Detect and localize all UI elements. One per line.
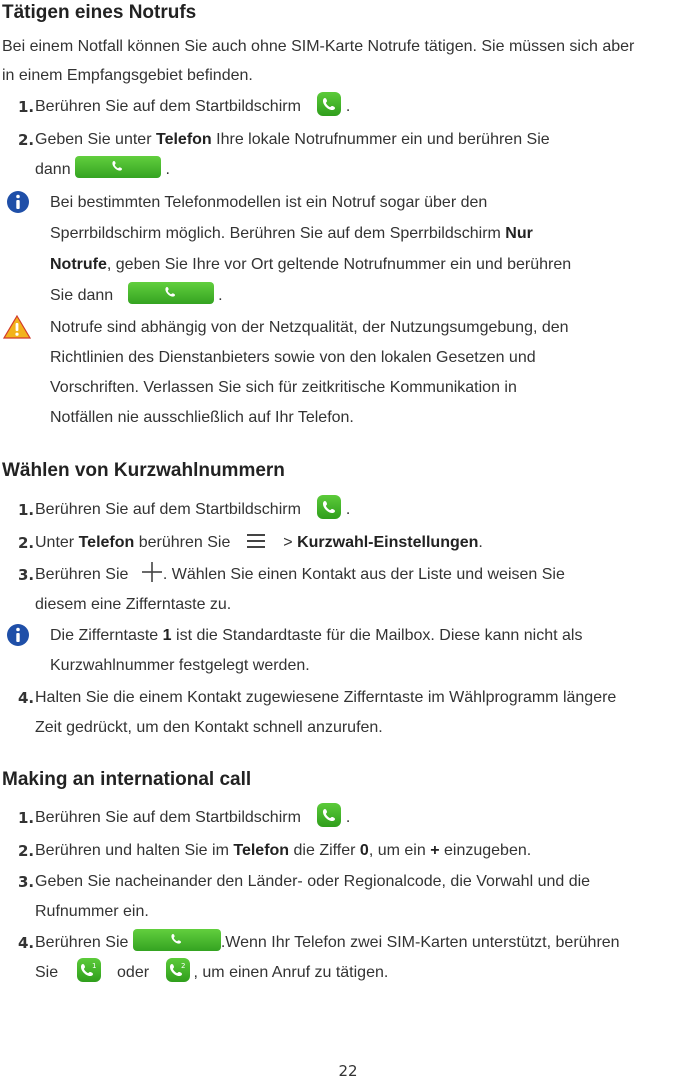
dial-button-icon bbox=[75, 156, 161, 178]
period: . bbox=[345, 501, 351, 518]
info-icon bbox=[6, 190, 30, 214]
phone-icon bbox=[317, 495, 341, 519]
step-number: 4. bbox=[18, 934, 35, 952]
dial-button-icon bbox=[128, 282, 214, 304]
step-text bbox=[35, 560, 565, 590]
ui-term-notrufe: Notrufe bbox=[50, 256, 107, 273]
step-number: 1. bbox=[18, 98, 35, 116]
step-number: 1. bbox=[18, 809, 35, 827]
step-text-part: , um einen Anruf zu tätigen. bbox=[193, 964, 389, 981]
step-text bbox=[35, 125, 550, 155]
step-text-part: Ihre lokale Notrufnummer ein und berühren Sie bbox=[216, 131, 550, 148]
section-title-emergency: Tätigen eines Notrufs bbox=[2, 2, 197, 23]
step-text bbox=[35, 958, 388, 988]
step-number: 3. bbox=[18, 873, 35, 891]
period: . bbox=[165, 161, 170, 178]
step-text-part: Berühren Sie auf dem Startbildschirm bbox=[35, 98, 301, 115]
step-text-part: Berühren Sie bbox=[35, 566, 129, 583]
step-text-part: Berühren Sie auf dem Startbildschirm bbox=[35, 501, 301, 518]
step-text bbox=[35, 155, 170, 185]
note-text-part: Die Zifferntaste bbox=[50, 627, 159, 644]
menu-icon bbox=[247, 534, 265, 548]
step-text-part: Berühren und halten Sie im bbox=[35, 842, 229, 859]
warning-line-1: Notrufe sind abhängig von der Netzqualität, der Nutzungsumgebung, den bbox=[50, 319, 569, 336]
step-number: 2. bbox=[18, 534, 35, 552]
page-number: 22 bbox=[338, 1062, 358, 1080]
warning-icon bbox=[3, 315, 31, 339]
warning-line-2: Richtlinien des Dienstanbieters sowie von den lokalen Gesetzen und bbox=[50, 349, 536, 366]
step-number: 4. bbox=[18, 689, 35, 707]
period: . bbox=[478, 534, 483, 551]
step-text: Halten Sie die einem Kontakt zugewiesene Zifferntaste im Wählprogramm längere bbox=[35, 689, 617, 706]
note-text-part: , geben Sie Ihre vor Ort geltende Notrufnummer ein und berühren bbox=[106, 256, 572, 273]
intro-line-2: in einem Empfangsgebiet befinden. bbox=[2, 67, 253, 84]
warning-line-4: Notfällen nie ausschließlich auf Ihr Telefon. bbox=[50, 409, 354, 426]
svg-text:1: 1 bbox=[91, 962, 97, 970]
sim1-call-icon bbox=[77, 958, 101, 982]
note-line-4 bbox=[50, 281, 223, 311]
ui-term-nur: Nur bbox=[505, 225, 533, 242]
dial-button-icon bbox=[133, 929, 221, 951]
step-number: 2. bbox=[18, 131, 35, 149]
note-text-part: ist die Standardtaste für die Mailbox. Diese kann nicht als bbox=[176, 627, 583, 644]
step-text-part: Geben Sie unter bbox=[35, 131, 152, 148]
ui-term-kurzwahl: Kurzwahl-Einstellungen bbox=[297, 534, 479, 551]
step-number: 1. bbox=[18, 501, 35, 519]
phone-icon bbox=[317, 803, 341, 827]
svg-text:2: 2 bbox=[180, 962, 185, 970]
ui-term-telefon: Telefon bbox=[233, 842, 290, 859]
step-text bbox=[35, 495, 350, 525]
ui-term-telefon: Telefon bbox=[78, 534, 135, 551]
step-text: Rufnummer ein. bbox=[35, 903, 149, 920]
note-line-2: Kurzwahlnummer festgelegt werden. bbox=[50, 657, 310, 674]
step-text bbox=[35, 836, 531, 866]
note-line-1: Bei bestimmten Telefonmodellen ist ein Notruf sogar über den bbox=[50, 194, 488, 211]
step-text: diesem eine Zifferntaste zu. bbox=[35, 596, 232, 613]
note-line-3 bbox=[50, 250, 571, 280]
note-text-part: Sperrbildschirm möglich. Berühren Sie auf dem Sperrbildschirm bbox=[50, 225, 501, 242]
step-text: Geben Sie nacheinander den Länder- oder Regionalcode, die Vorwahl und die bbox=[35, 873, 591, 890]
section-title-speed-dial: Wählen von Kurzwahlnummern bbox=[2, 460, 285, 481]
ui-term-zero: 0 bbox=[359, 842, 369, 859]
period: . bbox=[345, 809, 351, 826]
period: . bbox=[218, 287, 223, 304]
step-text-part: dann bbox=[35, 161, 71, 178]
step-text-part: .Wenn Ihr Telefon zwei SIM-Karten unterstützt, berühren bbox=[220, 934, 620, 951]
warning-line-3: Vorschriften. Verlassen Sie sich für zeitkritische Kommunikation in bbox=[50, 379, 517, 396]
intro-line-1: Bei einem Notfall können Sie auch ohne SIM-Karte Notrufe tätigen. Sie müssen sich aber bbox=[2, 38, 635, 55]
period: . bbox=[345, 98, 351, 115]
step-text-part: , um ein bbox=[368, 842, 426, 859]
note-line-2 bbox=[50, 219, 533, 249]
separator: > bbox=[283, 534, 293, 551]
ui-term-telefon: Telefon bbox=[155, 131, 212, 148]
step-text-part: Unter bbox=[35, 534, 75, 551]
step-text-part: oder bbox=[117, 964, 150, 981]
sim2-call-icon bbox=[166, 958, 190, 982]
step-text-part: die Ziffer bbox=[293, 842, 356, 859]
step-text-part: Berühren Sie auf dem Startbildschirm bbox=[35, 809, 301, 826]
step-text-part: einzugeben. bbox=[444, 842, 532, 859]
plus-icon bbox=[141, 561, 163, 583]
info-icon bbox=[6, 623, 30, 647]
step-text bbox=[35, 528, 483, 558]
step-text-part: Sie bbox=[35, 964, 59, 981]
note-text-part: Sie dann bbox=[50, 287, 114, 304]
phone-icon bbox=[317, 92, 341, 116]
step-text bbox=[35, 928, 620, 958]
ui-term-plus: + bbox=[430, 842, 440, 859]
step-text: Zeit gedrückt, um den Kontakt schnell anzurufen. bbox=[35, 719, 383, 736]
step-number: 2. bbox=[18, 842, 35, 860]
step-text-part: berühren Sie bbox=[138, 534, 231, 551]
section-title-international: Making an international call bbox=[2, 769, 252, 790]
step-text-part: . Wählen Sie einen Kontakt aus der Liste und weisen Sie bbox=[162, 566, 565, 583]
step-text bbox=[35, 803, 350, 833]
step-text-part: Berühren Sie bbox=[35, 934, 129, 951]
step-text bbox=[35, 92, 350, 122]
step-number: 3. bbox=[18, 566, 35, 584]
note-line-1 bbox=[50, 621, 582, 651]
ui-term-one: 1 bbox=[162, 627, 172, 644]
